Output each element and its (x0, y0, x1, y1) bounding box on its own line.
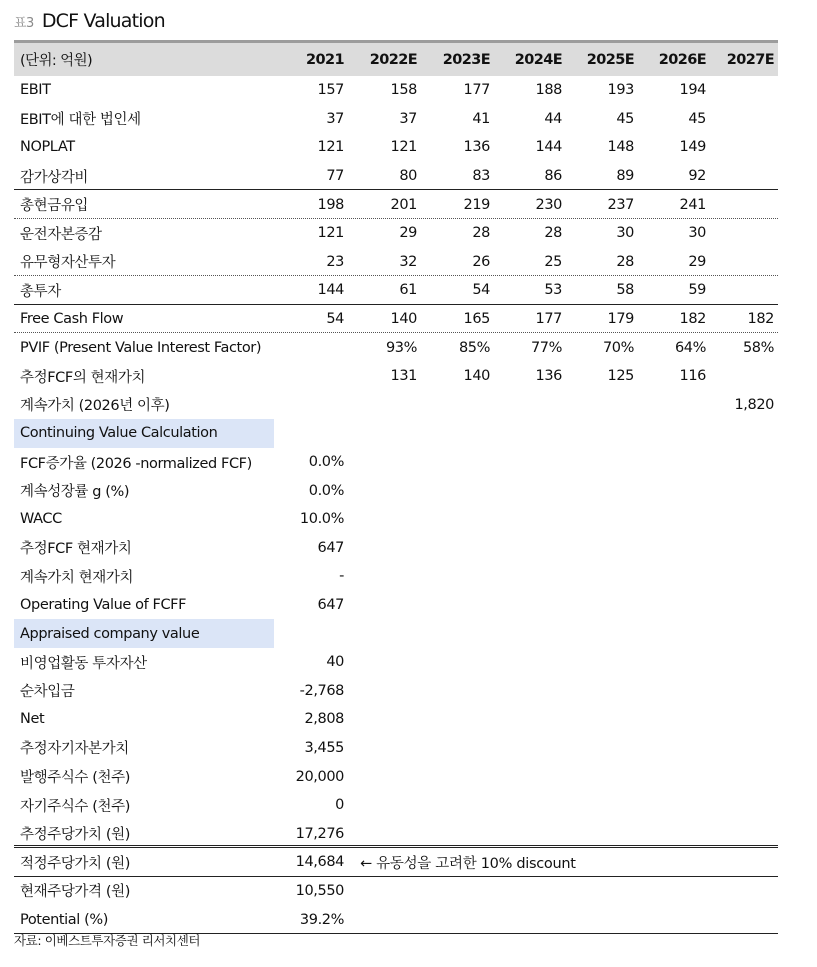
value-cell: 80 (399, 168, 417, 185)
table-row (14, 476, 778, 505)
value-cell (353, 734, 417, 763)
value-cell: 23 (326, 253, 344, 270)
value-cell (353, 562, 417, 591)
value-cell (570, 391, 634, 420)
value-cell (426, 562, 490, 591)
row-label: 운전자본증감 (20, 226, 102, 243)
value-cell (426, 648, 490, 677)
value-cell: 54 (326, 311, 344, 328)
value-cell: 121 (317, 139, 344, 156)
table-row (14, 734, 778, 763)
header-year-2026E: 2026E (658, 51, 706, 68)
value-cell: 53 (544, 282, 562, 299)
header-year-2025E: 2025E (586, 51, 634, 68)
value-cell (642, 505, 706, 534)
value-cell: 89 (616, 168, 634, 185)
value-cell (353, 476, 417, 505)
value-cell: 177 (463, 82, 490, 99)
value-cell (642, 562, 706, 591)
row-label: 계속가치 (2026년 이후) (20, 398, 170, 415)
value-cell (642, 734, 706, 763)
table-row (14, 648, 778, 677)
table-row (14, 76, 778, 105)
value-cell: 0.0% (308, 454, 344, 471)
value-cell: 77 (326, 168, 344, 185)
header-year-2022E: 2022E (369, 51, 417, 68)
row-label: NOPLAT (20, 139, 75, 156)
value-cell: 10.0% (299, 511, 344, 528)
table-row (14, 391, 778, 420)
value-cell (642, 448, 706, 477)
value-cell (642, 591, 706, 620)
value-cell: 28 (544, 225, 562, 242)
value-cell (353, 705, 417, 734)
table-row (14, 105, 778, 134)
value-cell (642, 762, 706, 791)
value-cell (710, 219, 774, 248)
value-cell (642, 648, 706, 677)
table-number-label: 표3 (14, 16, 34, 31)
value-cell: 144 (535, 139, 562, 156)
value-cell (426, 705, 490, 734)
value-cell (353, 791, 417, 820)
row-label: WACC (20, 511, 62, 528)
value-cell (280, 419, 344, 448)
value-cell: 647 (317, 596, 344, 613)
row-label: 현재주당가격 (원) (20, 884, 130, 901)
value-cell (710, 190, 774, 219)
value-cell (710, 905, 774, 934)
value-cell: 93% (385, 339, 417, 356)
row-label: EBIT (20, 82, 51, 99)
value-cell (280, 619, 344, 648)
value-cell: 77% (530, 339, 562, 356)
value-cell (353, 591, 417, 620)
value-cell (710, 705, 774, 734)
value-cell (710, 362, 774, 391)
value-cell: 182 (679, 311, 706, 328)
value-cell (710, 877, 774, 906)
table-row (14, 162, 778, 191)
value-cell (498, 534, 562, 563)
value-cell (426, 877, 490, 906)
value-cell: 241 (679, 196, 706, 213)
value-cell: 121 (317, 225, 344, 242)
value-cell (353, 648, 417, 677)
value-cell (710, 619, 774, 648)
value-cell (710, 248, 774, 277)
value-cell (642, 819, 706, 848)
value-cell (570, 819, 634, 848)
value-cell (642, 619, 706, 648)
value-cell (642, 877, 706, 906)
value-cell: 32 (399, 253, 417, 270)
row-label: Potential (%) (20, 911, 109, 928)
value-cell (498, 648, 562, 677)
value-cell: 58 (616, 282, 634, 299)
table-row (14, 248, 778, 277)
value-cell (570, 591, 634, 620)
table-row (14, 276, 778, 305)
value-cell (570, 562, 634, 591)
table-row (14, 676, 778, 705)
value-cell (498, 419, 562, 448)
value-cell (710, 105, 774, 134)
value-cell: 10,550 (295, 882, 344, 899)
value-cell: 219 (463, 196, 490, 213)
row-label: 감가상각비 (20, 169, 89, 186)
value-cell (498, 819, 562, 848)
value-cell (426, 819, 490, 848)
value-cell: 28 (616, 253, 634, 270)
row-label: 계속가치 현재가치 (20, 569, 134, 586)
row-label: 적정주당가치 (원) (20, 855, 130, 872)
table-row (14, 619, 778, 648)
value-cell (570, 419, 634, 448)
value-cell (426, 734, 490, 763)
table-row (14, 419, 778, 448)
value-cell (426, 791, 490, 820)
table-row (14, 362, 778, 391)
value-cell: 29 (399, 225, 417, 242)
value-cell (498, 391, 562, 420)
value-cell: 116 (679, 368, 706, 385)
row-label: EBIT에 대한 법인세 (20, 112, 141, 129)
value-cell (570, 648, 634, 677)
table-row (14, 305, 778, 334)
dcf-valuation-table (14, 40, 778, 934)
header-year-2021: 2021 (306, 51, 344, 68)
value-cell (642, 476, 706, 505)
table-header-row (14, 40, 778, 76)
value-cell: 136 (535, 368, 562, 385)
row-label: 총현금유입 (20, 198, 89, 215)
row-label: 총투자 (20, 283, 61, 300)
value-cell: 165 (463, 311, 490, 328)
value-cell: 140 (390, 311, 417, 328)
value-cell (642, 534, 706, 563)
table-row (14, 562, 778, 591)
value-cell: 158 (390, 82, 417, 99)
value-cell (426, 534, 490, 563)
value-cell: 121 (390, 139, 417, 156)
value-cell (353, 905, 417, 934)
value-cell (426, 419, 490, 448)
value-cell: 26 (472, 253, 490, 270)
table-title-text: DCF Valuation (41, 10, 165, 32)
table-row (14, 190, 778, 219)
value-cell (570, 448, 634, 477)
value-cell: 45 (616, 110, 634, 127)
value-cell (353, 619, 417, 648)
value-cell (280, 362, 344, 391)
row-label: 추정주당가치 (원) (20, 827, 130, 844)
value-cell: 148 (607, 139, 634, 156)
value-cell (570, 705, 634, 734)
table-row (14, 877, 778, 906)
value-cell: 149 (679, 139, 706, 156)
value-cell: 29 (688, 253, 706, 270)
value-cell (642, 705, 706, 734)
row-label: 발행주식수 (천주) (20, 770, 130, 787)
value-cell: 0.0% (308, 482, 344, 499)
value-cell (353, 762, 417, 791)
value-cell (570, 791, 634, 820)
value-cell: 30 (616, 225, 634, 242)
table-row (14, 534, 778, 563)
value-cell: 237 (607, 196, 634, 213)
value-cell (498, 705, 562, 734)
source-note: 자료: 이베스트투자증권 리서치센터 (14, 933, 201, 948)
value-cell (353, 448, 417, 477)
table-row (14, 133, 778, 162)
value-cell (498, 505, 562, 534)
value-cell: 14,684 (295, 854, 344, 871)
value-cell (498, 791, 562, 820)
value-cell (353, 505, 417, 534)
table-title (14, 10, 165, 38)
value-cell: 177 (535, 311, 562, 328)
value-cell: 136 (463, 139, 490, 156)
value-cell (498, 476, 562, 505)
row-label: 유무형자산투자 (20, 255, 116, 272)
value-cell: 54 (472, 282, 490, 299)
value-cell (710, 133, 774, 162)
value-cell: 41 (472, 110, 490, 127)
value-cell (710, 76, 774, 105)
value-cell: - (339, 568, 344, 585)
value-cell: 86 (544, 168, 562, 185)
value-cell (570, 676, 634, 705)
value-cell (642, 391, 706, 420)
value-cell (426, 762, 490, 791)
row-label: 추정FCF 현재가치 (20, 541, 132, 558)
value-cell (710, 819, 774, 848)
value-cell (642, 419, 706, 448)
value-cell (498, 676, 562, 705)
value-cell (710, 762, 774, 791)
value-cell: 131 (390, 368, 417, 385)
value-cell (710, 734, 774, 763)
row-label: 비영업활동 투자자산 (20, 655, 147, 672)
value-cell: 3,455 (304, 739, 344, 756)
value-cell (353, 391, 417, 420)
value-cell (642, 791, 706, 820)
value-cell: 140 (463, 368, 490, 385)
value-cell (710, 505, 774, 534)
value-cell: 64% (674, 339, 706, 356)
table-row (14, 905, 778, 934)
value-cell (642, 905, 706, 934)
value-cell (710, 276, 774, 305)
value-cell (498, 762, 562, 791)
value-cell (710, 562, 774, 591)
table-row (14, 848, 778, 877)
value-cell: 144 (317, 282, 344, 299)
value-cell: 1,820 (734, 396, 774, 413)
header-unit-label: (단위: 억원) (20, 53, 93, 69)
value-cell (570, 505, 634, 534)
value-cell (710, 419, 774, 448)
table-row (14, 333, 778, 362)
header-year-2027E: 2027E (726, 51, 774, 68)
value-cell (710, 162, 774, 191)
value-cell: 28 (472, 225, 490, 242)
value-cell: 647 (317, 539, 344, 556)
row-label: 추정FCF의 현재가치 (20, 369, 146, 386)
table-row (14, 591, 778, 620)
value-cell: 157 (317, 82, 344, 99)
value-cell (426, 619, 490, 648)
row-label: FCF증가율 (2026 -normalized FCF) (20, 455, 252, 472)
value-cell: 20,000 (295, 768, 344, 785)
value-cell: 0 (335, 797, 344, 814)
value-cell: 37 (326, 110, 344, 127)
value-cell (426, 505, 490, 534)
value-cell: 92 (688, 168, 706, 185)
value-cell: 198 (317, 196, 344, 213)
value-cell (570, 905, 634, 934)
value-cell: 37 (399, 110, 417, 127)
row-label: 추정자기자본가치 (20, 741, 129, 758)
row-label: Net (20, 711, 45, 728)
row-label: Free Cash Flow (20, 311, 124, 328)
value-cell (353, 877, 417, 906)
header-year-2023E: 2023E (442, 51, 490, 68)
value-cell: 179 (607, 311, 634, 328)
value-cell (642, 848, 706, 877)
row-label: PVIF (Present Value Interest Factor) (20, 339, 262, 356)
value-cell: 194 (679, 82, 706, 99)
value-cell (570, 619, 634, 648)
value-cell (570, 762, 634, 791)
value-cell: 44 (544, 110, 562, 127)
value-cell (426, 391, 490, 420)
header-year-2024E: 2024E (514, 51, 562, 68)
value-cell: 25 (544, 253, 562, 270)
value-cell (353, 419, 417, 448)
row-label: 순차입금 (20, 684, 75, 701)
value-cell: 83 (472, 168, 490, 185)
value-cell: 40 (326, 654, 344, 671)
table-row (14, 762, 778, 791)
value-cell (710, 476, 774, 505)
value-cell (280, 333, 344, 362)
value-cell (498, 619, 562, 648)
value-cell: 125 (607, 368, 634, 385)
value-cell (570, 476, 634, 505)
value-cell (353, 534, 417, 563)
value-cell: 30 (688, 225, 706, 242)
value-cell (710, 448, 774, 477)
table-row (14, 705, 778, 734)
value-cell: 188 (535, 82, 562, 99)
row-label: 계속성장률 g (%) (20, 484, 130, 501)
value-cell (426, 905, 490, 934)
value-cell: 201 (390, 196, 417, 213)
value-cell: 39.2% (299, 911, 344, 928)
value-cell (426, 591, 490, 620)
value-cell: 230 (535, 196, 562, 213)
value-cell (710, 791, 774, 820)
value-cell (710, 676, 774, 705)
value-cell: 58% (742, 339, 774, 356)
value-cell: 193 (607, 82, 634, 99)
table-row (14, 448, 778, 477)
value-cell (498, 734, 562, 763)
value-cell (426, 476, 490, 505)
value-cell: 182 (747, 311, 774, 328)
value-cell (426, 448, 490, 477)
value-cell: 70% (602, 339, 634, 356)
table-row (14, 819, 778, 848)
value-cell (498, 562, 562, 591)
value-cell (570, 534, 634, 563)
value-cell (570, 877, 634, 906)
value-cell (710, 591, 774, 620)
value-cell (498, 905, 562, 934)
table-row (14, 791, 778, 820)
value-cell (710, 648, 774, 677)
value-cell (498, 877, 562, 906)
value-cell (710, 848, 774, 877)
value-cell: 2,808 (304, 711, 344, 728)
value-cell (426, 676, 490, 705)
section-header-label: Appraised company value (20, 625, 200, 642)
row-label: Operating Value of FCFF (20, 596, 187, 613)
value-cell (710, 534, 774, 563)
value-cell (642, 676, 706, 705)
value-cell (498, 448, 562, 477)
discount-note: ← 유동성을 고려한 10% discount (360, 855, 576, 872)
value-cell (280, 391, 344, 420)
value-cell: 45 (688, 110, 706, 127)
value-cell: 59 (688, 282, 706, 299)
value-cell (498, 591, 562, 620)
value-cell: 61 (399, 282, 417, 299)
value-cell (353, 819, 417, 848)
value-cell (570, 734, 634, 763)
table-row (14, 505, 778, 534)
value-cell: -2,768 (299, 682, 344, 699)
value-cell (353, 676, 417, 705)
value-cell: 17,276 (295, 825, 344, 842)
table-body (14, 76, 778, 934)
value-cell (570, 848, 634, 877)
table-row (14, 219, 778, 248)
value-cell: 85% (458, 339, 490, 356)
row-label: 자기주식수 (천주) (20, 798, 130, 815)
section-header-label: Continuing Value Calculation (20, 425, 218, 442)
